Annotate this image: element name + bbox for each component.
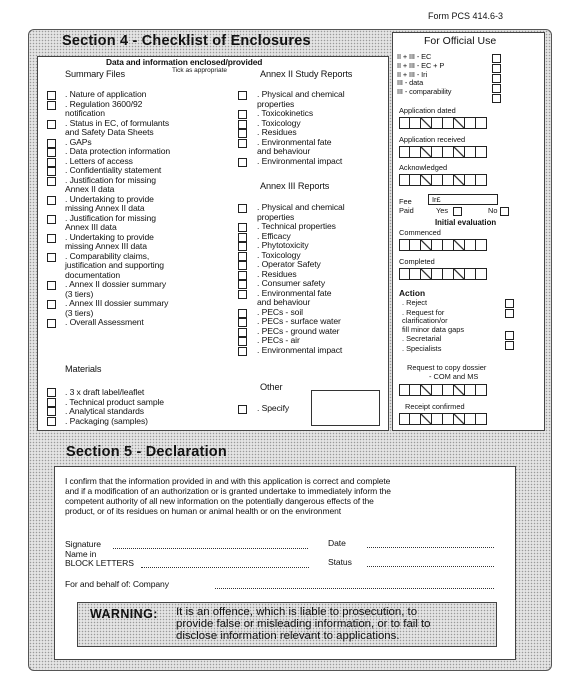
- annex3-item-6-label: . Residues: [257, 268, 297, 279]
- other-specify-checkbox[interactable]: [238, 405, 247, 414]
- annex3-item-10-checkbox[interactable]: [238, 318, 247, 327]
- completed-label: Completed: [399, 257, 435, 266]
- annex3-item-8-label: . Environmental fate: [257, 287, 332, 298]
- section5-title: Section 5 - Declaration: [66, 444, 227, 460]
- annex3-item-9-label: . PECs - soil: [257, 306, 303, 317]
- summary-item-1-checkbox[interactable]: [47, 101, 56, 110]
- company-label: For and behalf of: Company: [65, 579, 169, 589]
- annex3-item-3-checkbox[interactable]: [238, 242, 247, 251]
- request-copy-label: Request to copy dossier: [407, 363, 487, 372]
- materials-item-2-checkbox[interactable]: [47, 407, 56, 416]
- annex2-item-4-checkbox[interactable]: [238, 139, 247, 148]
- warning-line: disclose information relevant to applications.: [176, 630, 400, 643]
- request-copy-boxes[interactable]: [399, 384, 487, 396]
- initial-evaluation-heading: Initial evaluation: [435, 218, 497, 227]
- official-category-label: II + III - EC: [397, 52, 432, 61]
- summary-item-9-checkbox[interactable]: [47, 215, 56, 224]
- company-field[interactable]: [215, 588, 494, 589]
- summary-item-3-label: . GAPs: [65, 136, 92, 147]
- annex2-item-0-label: . Physical and chemical: [257, 89, 345, 99]
- action-label: fill minor data gaps: [402, 324, 465, 334]
- other-specify-input[interactable]: [311, 390, 380, 426]
- annex3-item-11-label: . PECs - ground water: [257, 325, 340, 336]
- annex2-item-4-label: . Environmental fate: [257, 136, 332, 147]
- date-field[interactable]: [367, 547, 494, 548]
- official-category-label: III - comparability: [397, 87, 452, 97]
- warning-box: [77, 602, 497, 647]
- commenced-label: Commenced: [399, 228, 441, 237]
- action-checkbox[interactable]: [505, 309, 514, 318]
- summary-item-8-label: missing Annex II data: [65, 203, 145, 213]
- declaration-line: and if a modification of an authorization or is granted undertake to immediately inform the: [65, 486, 391, 496]
- other-specify-label: . Specify: [257, 403, 290, 413]
- annex3-item-10-label: . PECs - surface water: [257, 316, 341, 326]
- annex3-item-0-label: . Physical and chemical: [257, 202, 345, 212]
- annex2-item-5-label: . Environmental impact: [257, 155, 343, 166]
- annex3-item-2-label: . Efficacy: [257, 230, 291, 241]
- annex3-item-1-label: . Technical properties: [257, 221, 336, 231]
- summary-item-7-label: Annex II data: [65, 184, 115, 194]
- tick-note: Tick as appropriate: [172, 67, 228, 74]
- request-copy-label: - COM and MS: [429, 372, 479, 381]
- acknowledged-label: Acknowledged: [399, 163, 448, 172]
- completed-boxes[interactable]: [399, 268, 487, 280]
- annex2-item-1-label: . Toxicokinetics: [257, 108, 314, 118]
- block-letters-label: BLOCK LETTERS: [65, 558, 134, 568]
- paid-yes-label: Yes: [436, 206, 449, 215]
- name-in-label: Name in: [65, 549, 97, 559]
- annex3-item-13-label: . Environmental impact: [257, 344, 343, 355]
- application-received-label: Application received: [399, 135, 466, 144]
- summary-item-14-checkbox[interactable]: [47, 319, 56, 328]
- annex3-item-1-checkbox[interactable]: [238, 223, 247, 232]
- annex3-item-0-checkbox[interactable]: [238, 204, 247, 213]
- materials-item-0-checkbox[interactable]: [47, 388, 56, 397]
- summary-item-1-label: . Regulation 3600/92: [65, 98, 143, 109]
- action-label: clarification/or: [402, 316, 448, 325]
- official-category-checkbox[interactable]: [492, 54, 501, 63]
- summary-item-4-label: . Data protection information: [65, 146, 171, 156]
- summary-item-12-checkbox[interactable]: [47, 281, 56, 290]
- annex2-item-0-checkbox[interactable]: [238, 91, 247, 100]
- summary-item-13-label: . Annex III dossier summary: [65, 298, 169, 308]
- section4-checklist-panel: [37, 56, 389, 431]
- form-reference: Form PCS 414.6-3: [428, 11, 504, 21]
- application-dated-boxes[interactable]: [399, 117, 487, 129]
- summary-item-0-label: . Nature of application: [65, 89, 147, 99]
- paid-no-checkbox[interactable]: [500, 207, 509, 216]
- official-category-checkbox[interactable]: [492, 74, 501, 83]
- summary-item-8-label: . Undertaking to provide: [65, 193, 154, 204]
- summary-item-14-label: . Overall Assessment: [65, 317, 144, 327]
- paid-no-label: No: [488, 206, 498, 215]
- summary-item-11-label: documentation: [65, 269, 121, 280]
- summary-item-2-checkbox[interactable]: [47, 120, 56, 129]
- official-category-label: II + III - EC + P: [397, 60, 445, 70]
- summary-item-10-label: . Undertaking to provide: [65, 231, 154, 242]
- declaration-line: product, or of its residues on human or animal health or on the environment: [65, 506, 341, 516]
- action-heading: Action: [399, 288, 426, 298]
- signature-field[interactable]: [113, 548, 308, 549]
- annex3-item-8-checkbox[interactable]: [238, 290, 247, 299]
- declaration-line: I confirm that the information provided in and with this application is correct and complete: [65, 476, 391, 486]
- warning-line: It is an offence, which is liable to prosecution, to: [176, 606, 418, 618]
- action-label: . Secretarial: [402, 334, 442, 343]
- annex2-heading: Annex II Study Reports: [260, 69, 353, 79]
- annex3-item-11-checkbox[interactable]: [238, 328, 247, 337]
- annex3-item-0-label: properties: [257, 211, 295, 222]
- annex3-item-12-label: . PECs - air: [257, 335, 300, 345]
- receipt-confirmed-boxes[interactable]: [399, 413, 487, 425]
- annex3-item-7-label: . Consumer safety: [257, 278, 326, 288]
- annex2-item-1-checkbox[interactable]: [238, 110, 247, 119]
- application-dated-label: Application dated: [399, 106, 456, 115]
- official-category-checkbox[interactable]: [492, 64, 501, 73]
- annex2-item-2-checkbox[interactable]: [238, 120, 247, 129]
- data-enclosed-heading: Data and information enclosed/provided: [106, 57, 263, 67]
- materials-item-1-label: . Technical product sample: [65, 396, 164, 407]
- summary-item-11-checkbox[interactable]: [47, 253, 56, 262]
- summary-item-11-label: . Comparability claims,: [65, 250, 150, 261]
- acknowledged-boxes[interactable]: [399, 174, 487, 186]
- summary-item-11-label: justification and supporting: [65, 260, 164, 270]
- signature-label: Signature: [65, 539, 101, 549]
- summary-item-7-label: . Justification for missing: [65, 174, 156, 185]
- annex2-item-2-label: . Toxicology: [257, 117, 301, 128]
- annex3-item-5-label: . Operator Safety: [257, 259, 321, 269]
- application-received-boxes[interactable]: [399, 146, 487, 158]
- official-category-label: II + III - Iri: [397, 69, 428, 79]
- date-label: Date: [328, 538, 346, 548]
- summary-item-13-label: (3 tiers): [65, 307, 94, 318]
- action-label: . Specialists: [402, 343, 442, 353]
- summary-item-10-checkbox[interactable]: [47, 234, 56, 243]
- warning-label: WARNING:: [90, 607, 158, 621]
- summary-item-7-checkbox[interactable]: [47, 177, 56, 186]
- summary-item-6-label: . Confidentiality statement: [65, 165, 162, 175]
- summary-item-4-checkbox[interactable]: [47, 148, 56, 157]
- annex3-item-4-label: . Toxicology: [257, 249, 301, 260]
- summary-item-13-checkbox[interactable]: [47, 300, 56, 309]
- summary-item-2-label: and Safety Data Sheets: [65, 127, 154, 137]
- summary-item-3-checkbox[interactable]: [47, 139, 56, 148]
- materials-heading: Materials: [65, 364, 102, 374]
- other-heading: Other: [260, 382, 283, 392]
- annex3-item-2-checkbox[interactable]: [238, 233, 247, 242]
- materials-item-2-label: . Analytical standards: [65, 406, 145, 416]
- annex3-item-5-checkbox[interactable]: [238, 261, 247, 270]
- annex3-item-9-checkbox[interactable]: [238, 309, 247, 318]
- paid-yes-checkbox[interactable]: [453, 207, 462, 216]
- action-checkbox[interactable]: [505, 341, 514, 350]
- official-category-checkbox[interactable]: [492, 94, 501, 103]
- receipt-confirmed-label: Receipt confirmed: [405, 402, 465, 411]
- annex3-item-12-checkbox[interactable]: [238, 337, 247, 346]
- name-field[interactable]: [141, 567, 309, 568]
- annex2-item-3-checkbox[interactable]: [238, 129, 247, 138]
- official-use-panel: [392, 32, 545, 431]
- annex3-item-8-label: and behaviour: [257, 297, 311, 307]
- commenced-boxes[interactable]: [399, 239, 487, 251]
- paid-label: Paid: [399, 206, 414, 215]
- summary-item-6-checkbox[interactable]: [47, 167, 56, 176]
- status-label: Status: [328, 557, 352, 567]
- summary-item-2-label: . Status in EC, of formulants: [65, 117, 170, 128]
- annex2-item-5-checkbox[interactable]: [238, 158, 247, 167]
- materials-item-0-label: . 3 x draft label/leaflet: [65, 387, 145, 397]
- summary-item-12-label: (3 tiers): [65, 288, 94, 299]
- annex2-item-4-label: and behaviour: [257, 146, 311, 156]
- summary-item-5-label: . Letters of access: [65, 155, 133, 166]
- summary-item-9-label: Annex III data: [65, 222, 117, 232]
- fee-currency: Ir£: [432, 195, 441, 204]
- materials-item-1-checkbox[interactable]: [47, 398, 56, 407]
- annex3-heading: Annex III Reports: [260, 181, 330, 191]
- summary-item-5-checkbox[interactable]: [47, 158, 56, 167]
- summary-item-0-checkbox[interactable]: [47, 91, 56, 100]
- action-label: . Request for: [402, 307, 445, 317]
- summary-item-12-label: . Annex II dossier summary: [65, 279, 167, 289]
- annex2-item-0-label: properties: [257, 98, 295, 109]
- section4-title: Section 4 - Checklist of Enclosures: [62, 33, 311, 49]
- fee-label: Fee: [399, 197, 412, 206]
- summary-item-9-label: . Justification for missing: [65, 212, 156, 223]
- summary-files-heading: Summary Files: [65, 69, 125, 79]
- official-use-title: For Official Use: [424, 35, 497, 47]
- annex3-item-6-checkbox[interactable]: [238, 271, 247, 280]
- annex3-item-13-checkbox[interactable]: [238, 347, 247, 356]
- summary-item-8-checkbox[interactable]: [47, 196, 56, 205]
- materials-item-3-checkbox[interactable]: [47, 417, 56, 426]
- declaration-panel: [54, 466, 516, 660]
- annex3-item-3-label: . Phytotoxicity: [257, 240, 309, 250]
- action-checkbox[interactable]: [505, 299, 514, 308]
- annex2-item-3-label: . Residues: [257, 127, 297, 137]
- action-label: . Reject: [402, 298, 428, 307]
- official-category-label: III - data: [397, 78, 424, 88]
- annex3-item-7-checkbox[interactable]: [238, 280, 247, 289]
- annex3-item-4-checkbox[interactable]: [238, 252, 247, 261]
- summary-item-10-label: missing Annex III data: [65, 241, 147, 251]
- status-field[interactable]: [367, 566, 494, 567]
- official-category-checkbox[interactable]: [492, 84, 501, 93]
- action-checkbox[interactable]: [505, 331, 514, 340]
- declaration-line: competent authority of all new information on the potentially dangerous effects of the: [65, 496, 374, 506]
- materials-item-3-label: . Packaging (samples): [65, 415, 148, 426]
- summary-item-1-label: notification: [65, 108, 105, 118]
- warning-line: provide false or misleading information, or to fail to: [176, 618, 431, 631]
